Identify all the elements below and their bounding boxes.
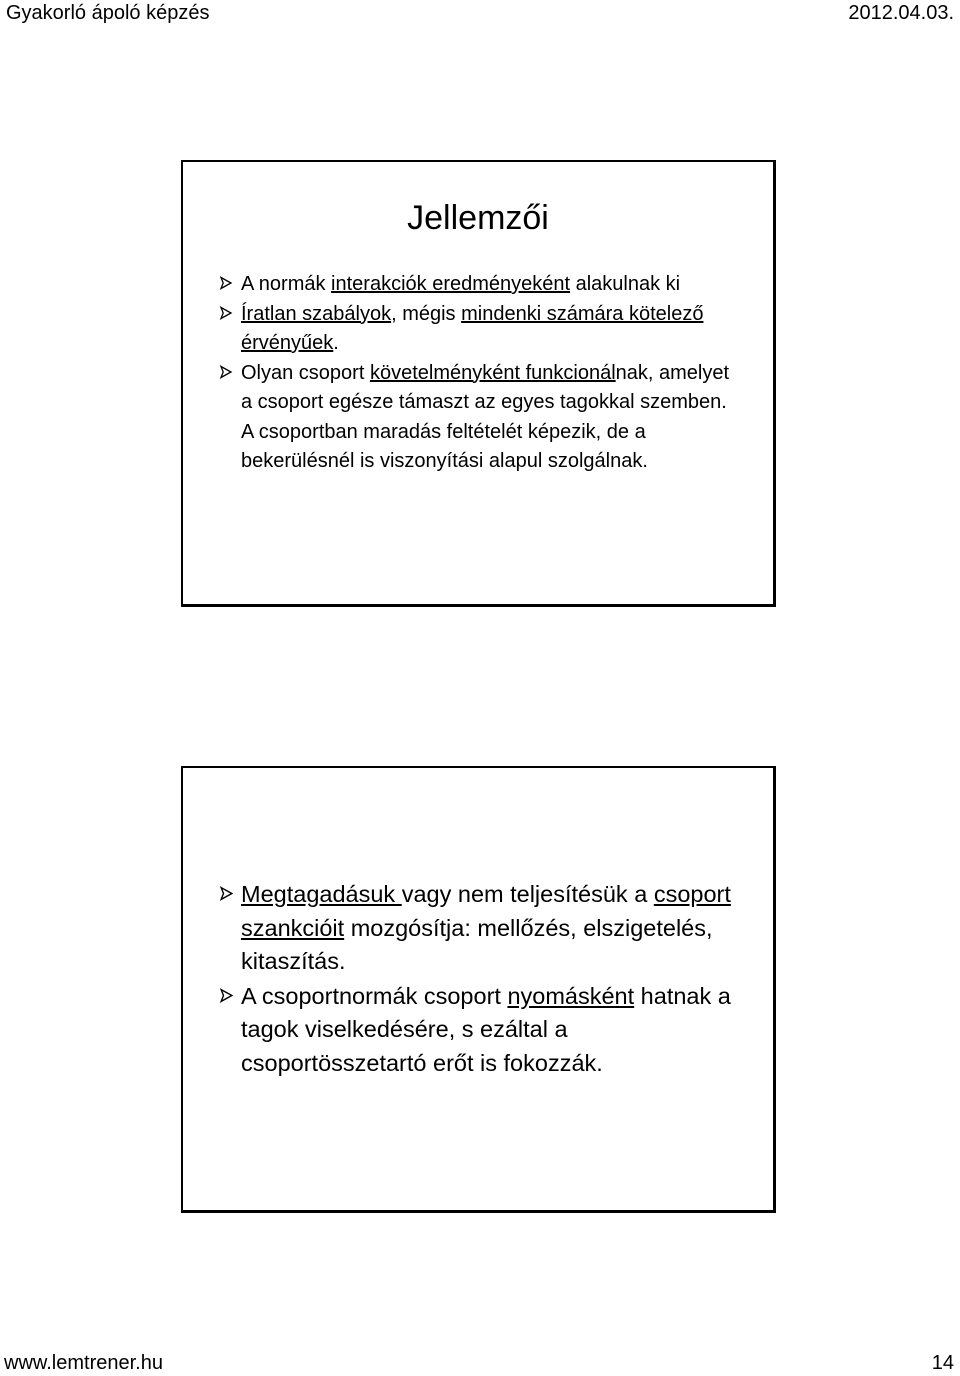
bullet-item: [183, 359, 773, 477]
arrow-bullet-icon: [219, 988, 234, 1003]
underlined-term: interakciók eredményeként: [331, 273, 571, 295]
arrow-bullet-icon: [219, 365, 233, 379]
arrow-bullet-icon: [219, 886, 234, 901]
footer-site: www.lemtrener.hu: [4, 1352, 163, 1374]
header-date: 2012.04.03.: [848, 2, 954, 24]
bullet-item: [183, 980, 773, 1081]
bullet-text: vagy nem teljesítésük a: [401, 881, 654, 907]
bullet-list: [183, 878, 773, 1081]
bullet-text: hatnak a tagok viselkedésére, s ezáltal a csoportösszetartó erőt is fokozzák.: [241, 982, 731, 1076]
underlined-term: mindenki számára kötelező érvényűek: [241, 302, 704, 354]
underlined-term: nyomásként: [507, 982, 635, 1009]
underlined-term: Íratlan szabályok: [241, 302, 392, 325]
slide-1: [181, 160, 776, 607]
arrow-bullet-icon: [219, 276, 233, 290]
page-footer: [0, 1352, 960, 1376]
underlined-term: követelményként funkcionál: [369, 361, 616, 384]
underlined-term: csoport szankcióit: [241, 881, 731, 941]
page-header: [0, 0, 960, 28]
underlined-term: Megtagadásuk: [241, 881, 402, 907]
page-number: 14: [931, 1352, 954, 1374]
bullet-text: , mégis: [391, 302, 462, 325]
bullet-item: [183, 270, 773, 300]
bullet-text: A normák: [241, 273, 332, 295]
bullet-text: alakulnak ki: [570, 273, 681, 295]
bullet-item: [183, 300, 773, 359]
arrow-bullet-icon: [219, 306, 233, 320]
bullet-item: [183, 878, 773, 979]
bullet-text: mozgósítja: mellőzés, elszigetelés, kitaszítás.: [241, 914, 713, 974]
bullet-list: [183, 270, 773, 477]
bullet-text: nak, amelyet a csoport egésze támaszt az egyes tagokkal szemben. A csoportban maradás feltételét képezik, de a bekerülésnél is viszonyítási alapul szolgálnak.: [241, 361, 730, 472]
bullet-text: .: [333, 332, 339, 354]
bullet-text: A csoportnormák csoport: [241, 982, 508, 1009]
bullet-text: Olyan csoport: [241, 361, 370, 384]
slide-2: [181, 766, 776, 1213]
slide-title: Jellemzői: [407, 199, 549, 237]
header-title: Gyakorló ápoló képzés: [6, 2, 210, 24]
